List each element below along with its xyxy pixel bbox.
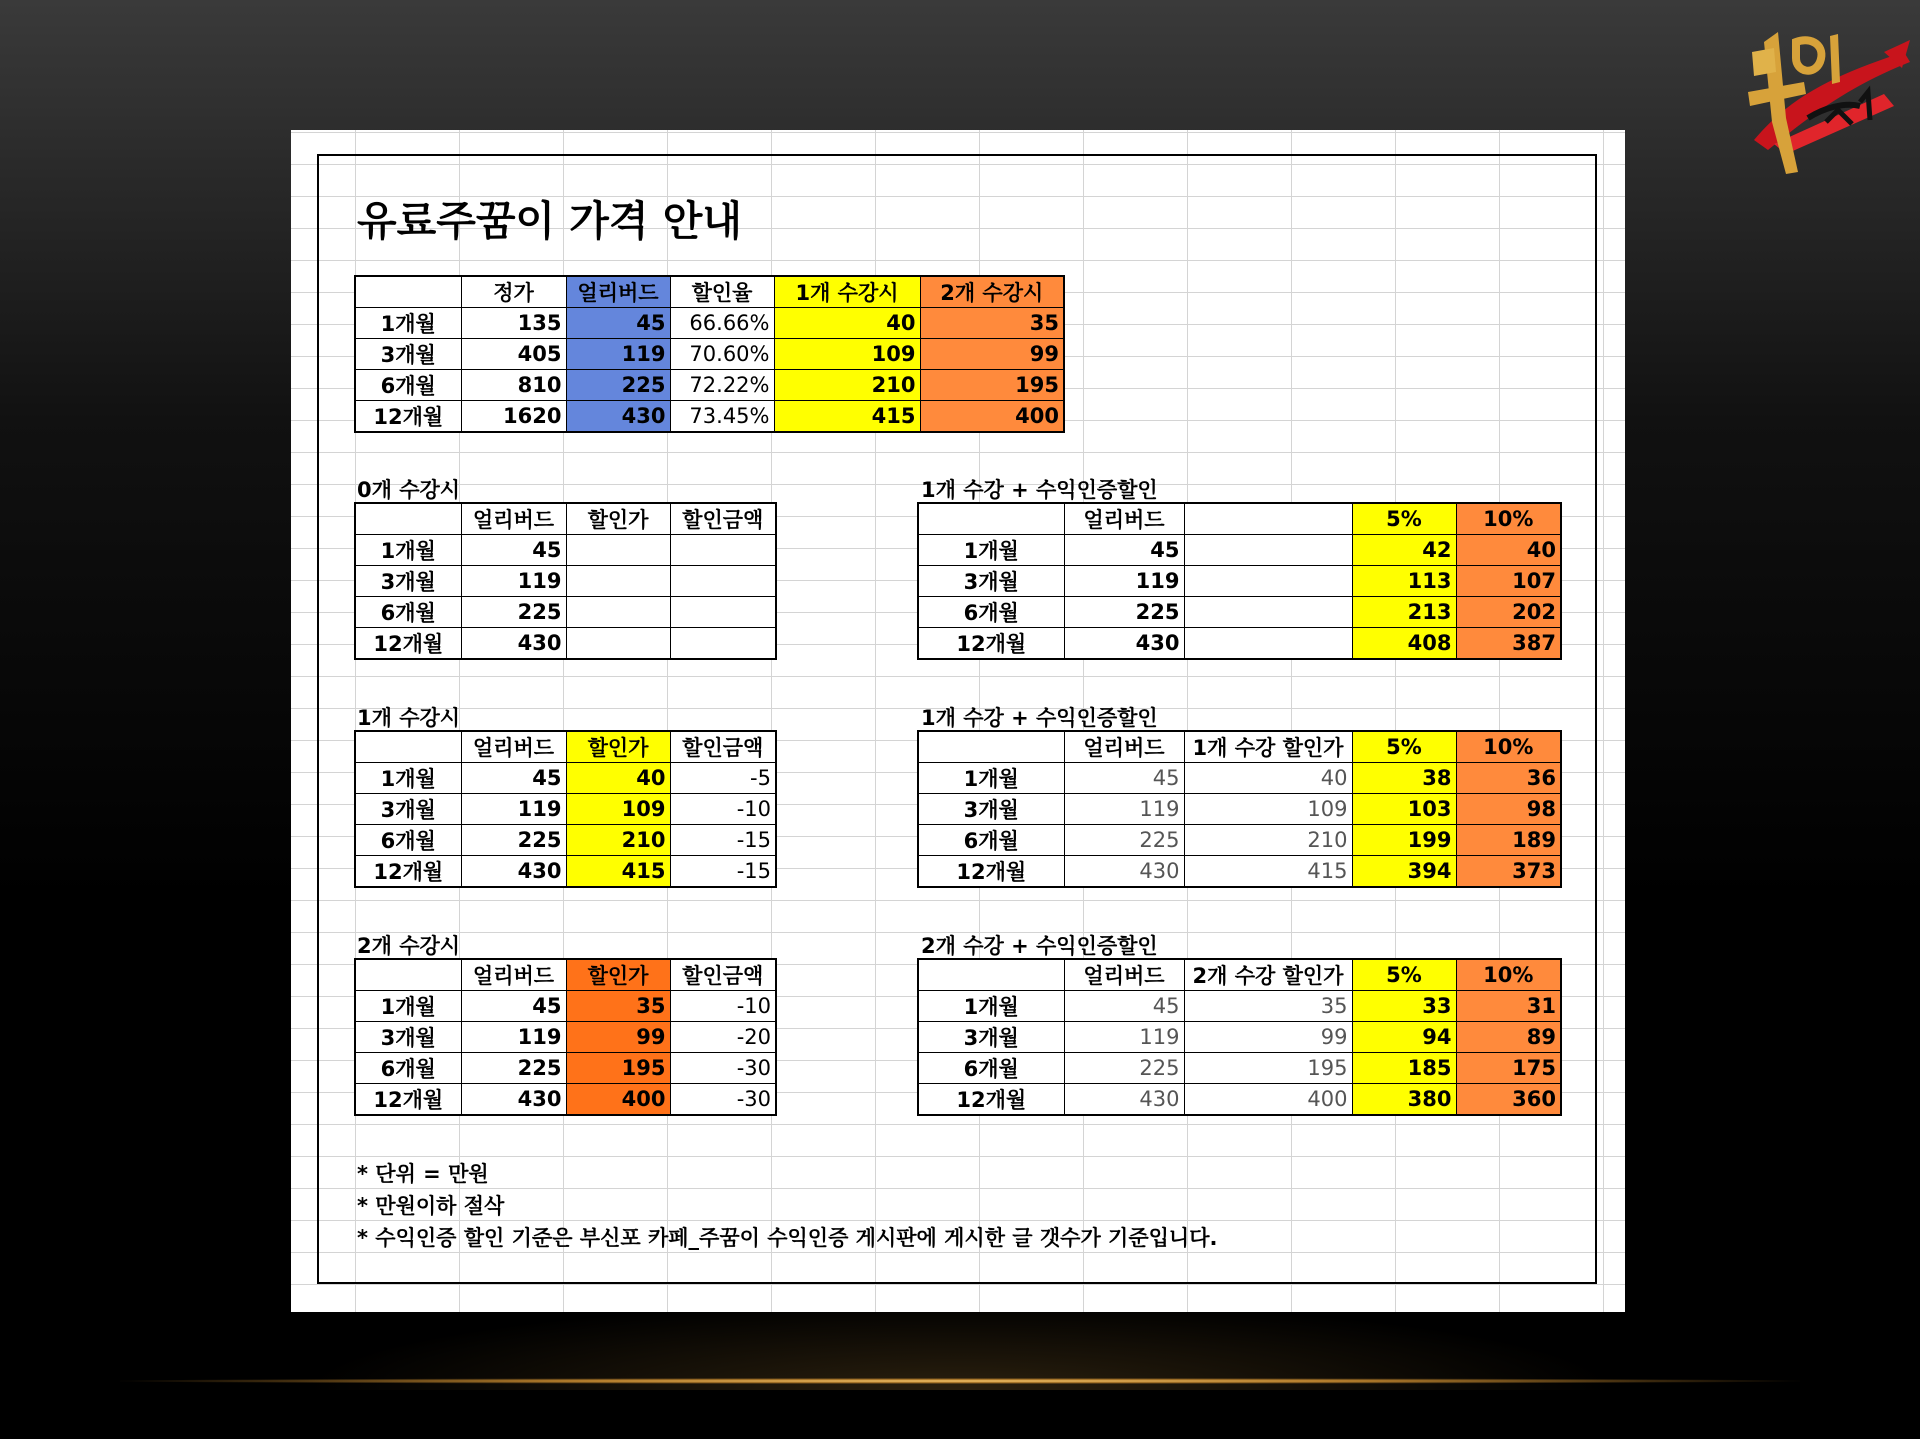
row-label: 6개월 (918, 825, 1064, 856)
row-label: 12개월 (355, 401, 461, 433)
one-course-proof-table-b (917, 730, 1562, 888)
table-header-row (918, 503, 1561, 535)
table-row (918, 566, 1561, 597)
two-course-cell: 195 (920, 370, 1064, 401)
five-percent-cell: 94 (1352, 1022, 1456, 1053)
earlybird-cell: 430 (566, 401, 670, 433)
row-label: 1개월 (355, 763, 461, 794)
ten-percent-cell: 107 (1456, 566, 1561, 597)
course-price-cell: 415 (1184, 856, 1352, 888)
earlybird-cell: 45 (461, 763, 566, 794)
header-cell-empty (355, 503, 461, 535)
earlybird-cell: 119 (461, 566, 566, 597)
discount-amount-cell: -15 (670, 825, 776, 856)
header-cell-ten-percent: 10% (1456, 503, 1561, 535)
header-cell-empty (918, 731, 1064, 763)
one-course-cell: 415 (774, 401, 920, 433)
table-row (355, 794, 776, 825)
discount-price-cell (566, 628, 670, 660)
header-cell-five-percent: 5% (1352, 731, 1456, 763)
table-row (918, 1053, 1561, 1084)
discount-amount-cell (670, 566, 776, 597)
discount-amount-cell (670, 628, 776, 660)
discount-rate-cell: 66.66% (670, 308, 774, 339)
discount-amount-cell: -20 (670, 1022, 776, 1053)
row-label: 3개월 (355, 794, 461, 825)
course-price-cell: 40 (1184, 763, 1352, 794)
table-row (355, 339, 1064, 370)
earlybird-cell: 430 (1064, 628, 1184, 660)
discount-price-cell: 210 (566, 825, 670, 856)
caption-one-course: 1개 수강시 (357, 706, 461, 730)
one-course-cell: 210 (774, 370, 920, 401)
discount-price-cell: 400 (566, 1084, 670, 1116)
table-header-row (918, 731, 1561, 763)
table-header-row (918, 959, 1561, 991)
two-course-cell: 35 (920, 308, 1064, 339)
main-price-table (354, 275, 1065, 433)
header-cell-discount-price: 할인가 (566, 503, 670, 535)
table-row (918, 856, 1561, 888)
five-percent-cell: 408 (1352, 628, 1456, 660)
earlybird-cell: 430 (1064, 856, 1184, 888)
course-price-cell: 109 (1184, 794, 1352, 825)
two-course-table (354, 958, 777, 1116)
discount-price-cell (566, 597, 670, 628)
discount-price-cell: 40 (566, 763, 670, 794)
caption-two-course: 2개 수강시 (357, 934, 461, 958)
row-label: 6개월 (355, 370, 461, 401)
row-label: 3개월 (355, 339, 461, 370)
course-price-cell: 35 (1184, 991, 1352, 1022)
course-price-cell: 210 (1184, 825, 1352, 856)
header-cell-discount-price: 할인가 (566, 959, 670, 991)
list-price-cell: 405 (461, 339, 566, 370)
row-label: 1개월 (355, 991, 461, 1022)
header-cell-list-price: 정가 (461, 276, 566, 308)
logo-emblem (1734, 22, 1912, 182)
row-label: 1개월 (918, 991, 1064, 1022)
earlybird-cell: 225 (461, 1053, 566, 1084)
table-row (355, 825, 776, 856)
row-label: 6개월 (355, 597, 461, 628)
list-price-cell: 1620 (461, 401, 566, 433)
earlybird-cell: 119 (1064, 1022, 1184, 1053)
header-cell-five-percent: 5% (1352, 503, 1456, 535)
header-cell-earlybird: 얼리버드 (461, 731, 566, 763)
table-header-row (355, 731, 776, 763)
discount-price-cell: 195 (566, 1053, 670, 1084)
header-cell-one-course-price: 1개 수강 할인가 (1184, 731, 1352, 763)
header-cell-empty (1184, 503, 1352, 535)
table-row (918, 1084, 1561, 1116)
header-cell-earlybird: 얼리버드 (461, 503, 566, 535)
blank-cell (1184, 628, 1352, 660)
ten-percent-cell: 373 (1456, 856, 1561, 888)
table-row (355, 535, 776, 566)
header-cell-earlybird: 얼리버드 (461, 959, 566, 991)
table-row (918, 628, 1561, 660)
two-course-cell: 99 (920, 339, 1064, 370)
row-label: 1개월 (918, 535, 1064, 566)
table-row (918, 597, 1561, 628)
table-row (918, 535, 1561, 566)
table-row (918, 1022, 1561, 1053)
row-label: 12개월 (355, 856, 461, 888)
row-label: 12개월 (918, 1084, 1064, 1116)
footnotes (357, 1158, 1217, 1254)
header-cell-discount-price: 할인가 (566, 731, 670, 763)
earlybird-cell: 225 (461, 597, 566, 628)
earlybird-cell: 430 (461, 856, 566, 888)
discount-price-cell: 109 (566, 794, 670, 825)
caption-one-course-proof-b: 1개 수강 + 수익인증할인 (921, 706, 1158, 730)
table-row (355, 1053, 776, 1084)
header-cell-five-percent: 5% (1352, 959, 1456, 991)
one-course-proof-table-a (917, 502, 1562, 660)
footnote-proof-criteria: * 수익인증 할인 기준은 부신포 카페_주꿈이 수익인증 게시판에 게시한 글 갯수가 기준입니다. (357, 1226, 1218, 1250)
earlybird-cell: 430 (1064, 1084, 1184, 1116)
discount-amount-cell: -10 (670, 991, 776, 1022)
discount-amount-cell (670, 597, 776, 628)
row-label: 3개월 (918, 794, 1064, 825)
header-cell-empty (355, 731, 461, 763)
table-header-row (355, 959, 776, 991)
table-row (355, 566, 776, 597)
blank-cell (1184, 597, 1352, 628)
five-percent-cell: 185 (1352, 1053, 1456, 1084)
discount-price-cell: 99 (566, 1022, 670, 1053)
ten-percent-cell: 40 (1456, 535, 1561, 566)
footnote-unit: * 단위 = 만원 (357, 1162, 489, 1186)
earlybird-cell: 225 (1064, 597, 1184, 628)
discount-amount-cell: -30 (670, 1084, 776, 1116)
earlybird-cell: 45 (1064, 763, 1184, 794)
one-course-cell: 109 (774, 339, 920, 370)
footnote-rounding: * 만원이하 절삭 (357, 1194, 505, 1218)
earlybird-cell: 119 (566, 339, 670, 370)
ten-percent-cell: 31 (1456, 991, 1561, 1022)
earlybird-cell: 225 (1064, 825, 1184, 856)
earlybird-cell: 119 (1064, 794, 1184, 825)
table-row (355, 991, 776, 1022)
table-row (918, 991, 1561, 1022)
header-cell-discount-amount: 할인금액 (670, 959, 776, 991)
table-row (355, 370, 1064, 401)
header-cell-one-course: 1개 수강시 (774, 276, 920, 308)
ten-percent-cell: 89 (1456, 1022, 1561, 1053)
zero-course-table (354, 502, 777, 660)
five-percent-cell: 103 (1352, 794, 1456, 825)
bottom-glow-haze (300, 1300, 1620, 1390)
earlybird-cell: 45 (461, 991, 566, 1022)
caption-one-course-proof-a: 1개 수강 + 수익인증할인 (921, 478, 1158, 502)
five-percent-cell: 42 (1352, 535, 1456, 566)
course-price-cell: 195 (1184, 1053, 1352, 1084)
header-cell-two-course: 2개 수강시 (920, 276, 1064, 308)
header-cell-discount-rate: 할인율 (670, 276, 774, 308)
table-row (355, 1084, 776, 1116)
table-row (355, 628, 776, 660)
row-label: 3개월 (918, 566, 1064, 597)
discount-amount-cell: -30 (670, 1053, 776, 1084)
table-row (918, 825, 1561, 856)
five-percent-cell: 213 (1352, 597, 1456, 628)
row-label: 12개월 (918, 856, 1064, 888)
row-label: 6개월 (355, 825, 461, 856)
discount-price-cell (566, 535, 670, 566)
earlybird-cell: 225 (1064, 1053, 1184, 1084)
discount-price-cell (566, 566, 670, 597)
list-price-cell: 135 (461, 308, 566, 339)
discount-price-cell: 415 (566, 856, 670, 888)
row-label: 6개월 (918, 1053, 1064, 1084)
course-price-cell: 400 (1184, 1084, 1352, 1116)
discount-amount-cell: -15 (670, 856, 776, 888)
header-cell-ten-percent: 10% (1456, 731, 1561, 763)
header-cell-empty (355, 276, 461, 308)
table-row (355, 308, 1064, 339)
row-label: 6개월 (918, 597, 1064, 628)
earlybird-cell: 225 (461, 825, 566, 856)
blank-cell (1184, 535, 1352, 566)
one-course-cell: 40 (774, 308, 920, 339)
earlybird-cell: 45 (1064, 535, 1184, 566)
header-cell-empty (918, 503, 1064, 535)
list-price-cell: 810 (461, 370, 566, 401)
two-course-cell: 400 (920, 401, 1064, 433)
five-percent-cell: 38 (1352, 763, 1456, 794)
spreadsheet-page (291, 130, 1625, 1312)
table-row (355, 763, 776, 794)
row-label: 6개월 (355, 1053, 461, 1084)
two-course-proof-table (917, 958, 1562, 1116)
earlybird-cell: 119 (461, 1022, 566, 1053)
row-label: 1개월 (355, 308, 461, 339)
earlybird-cell: 430 (461, 1084, 566, 1116)
one-course-table (354, 730, 777, 888)
header-cell-empty (918, 959, 1064, 991)
header-cell-earlybird: 얼리버드 (566, 276, 670, 308)
row-label: 12개월 (918, 628, 1064, 660)
earlybird-cell: 45 (461, 535, 566, 566)
header-cell-discount-amount: 할인금액 (670, 731, 776, 763)
row-label: 3개월 (355, 566, 461, 597)
earlybird-cell: 119 (461, 794, 566, 825)
ten-percent-cell: 202 (1456, 597, 1561, 628)
header-cell-empty (355, 959, 461, 991)
table-row (918, 763, 1561, 794)
table-header-row (355, 503, 776, 535)
caption-zero-course: 0개 수강시 (357, 478, 461, 502)
course-price-cell: 99 (1184, 1022, 1352, 1053)
ten-percent-cell: 175 (1456, 1053, 1561, 1084)
row-label: 3개월 (355, 1022, 461, 1053)
table-row (355, 401, 1064, 433)
header-cell-earlybird: 얼리버드 (1064, 731, 1184, 763)
header-cell-discount-amount: 할인금액 (670, 503, 776, 535)
table-row (355, 597, 776, 628)
row-label: 12개월 (355, 628, 461, 660)
earlybird-cell: 45 (566, 308, 670, 339)
row-label: 3개월 (918, 1022, 1064, 1053)
table-header-row (355, 276, 1064, 308)
header-cell-earlybird: 얼리버드 (1064, 503, 1184, 535)
table-row (918, 794, 1561, 825)
ten-percent-cell: 36 (1456, 763, 1561, 794)
five-percent-cell: 394 (1352, 856, 1456, 888)
ten-percent-cell: 387 (1456, 628, 1561, 660)
five-percent-cell: 33 (1352, 991, 1456, 1022)
header-cell-two-course-price: 2개 수강 할인가 (1184, 959, 1352, 991)
discount-rate-cell: 72.22% (670, 370, 774, 401)
discount-amount-cell: -10 (670, 794, 776, 825)
ten-percent-cell: 360 (1456, 1084, 1561, 1116)
five-percent-cell: 113 (1352, 566, 1456, 597)
discount-rate-cell: 73.45% (670, 401, 774, 433)
bottom-glow-line (120, 1378, 1800, 1384)
row-label: 1개월 (355, 535, 461, 566)
page-title: 유료주꿈이 가격 안내 (357, 197, 743, 245)
earlybird-cell: 45 (1064, 991, 1184, 1022)
ten-percent-cell: 189 (1456, 825, 1561, 856)
caption-two-course-proof: 2개 수강 + 수익인증할인 (921, 934, 1158, 958)
ten-percent-cell: 98 (1456, 794, 1561, 825)
table-row (355, 1022, 776, 1053)
header-cell-ten-percent: 10% (1456, 959, 1561, 991)
earlybird-cell: 119 (1064, 566, 1184, 597)
discount-rate-cell: 70.60% (670, 339, 774, 370)
table-row (355, 856, 776, 888)
discount-amount-cell: -5 (670, 763, 776, 794)
earlybird-cell: 430 (461, 628, 566, 660)
discount-amount-cell (670, 535, 776, 566)
discount-price-cell: 35 (566, 991, 670, 1022)
blank-cell (1184, 566, 1352, 597)
row-label: 12개월 (355, 1084, 461, 1116)
five-percent-cell: 380 (1352, 1084, 1456, 1116)
five-percent-cell: 199 (1352, 825, 1456, 856)
row-label: 1개월 (918, 763, 1064, 794)
header-cell-earlybird: 얼리버드 (1064, 959, 1184, 991)
earlybird-cell: 225 (566, 370, 670, 401)
